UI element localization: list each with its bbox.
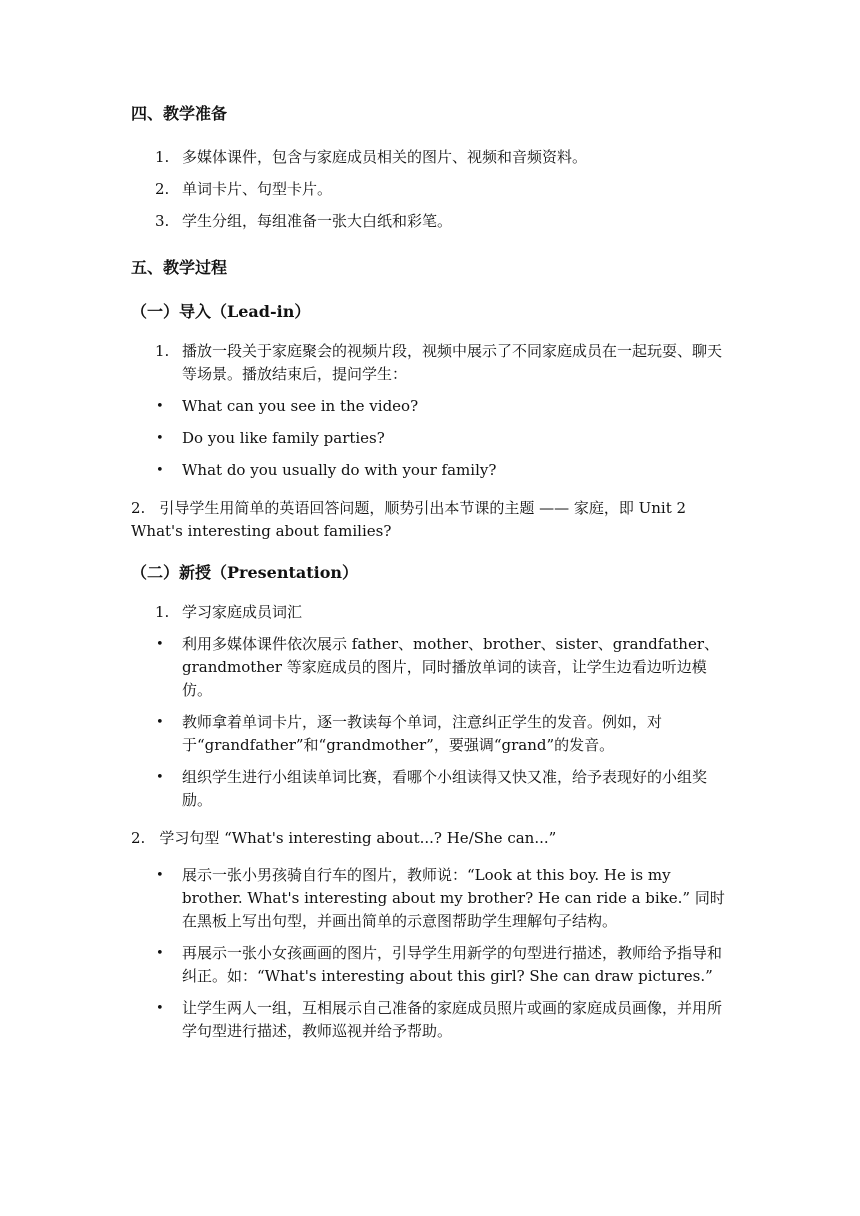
- bullet-icon: •: [156, 868, 164, 883]
- paragraph-text: 学习句型 “What's interesting about...? He/She can...”: [159, 829, 557, 847]
- bullet-icon: •: [156, 1001, 164, 1016]
- list-item-text: 多媒体课件，包含与家庭成员相关的图片、视频和音频资料。: [182, 148, 588, 166]
- bullet-item: [131, 766, 731, 812]
- bullet-text: 展示一张小男孩骑自行车的图片，教师说：“Look at this boy. He is my brother. What's interesting about my brother? He can ride a bike.” 同时在黑板上写出句型，并画出简单的示意图帮助学生理解句子结构。: [182, 866, 725, 930]
- bullet-text: What can you see in the video?: [182, 397, 419, 415]
- presentation-list: [131, 601, 731, 624]
- list-number: 1.: [155, 148, 170, 166]
- subsection-heading-presentation: （二）新授（Presentation）: [131, 563, 358, 582]
- bullet-item: [131, 942, 731, 988]
- sentence-pattern-activity-list: [131, 864, 731, 1043]
- bullet-icon: •: [156, 770, 164, 785]
- list-item-text: 单词卡片、句型卡片。: [182, 180, 333, 198]
- list-item: [131, 340, 731, 386]
- list-item-text: 播放一段关于家庭聚会的视频片段，视频中展示了不同家庭成员在一起玩耍、聊天等场景。播放结束后，提问学生：: [182, 342, 723, 383]
- bullet-icon: •: [156, 715, 164, 730]
- paragraph-number: 2.: [131, 829, 146, 847]
- preparation-list: [131, 146, 731, 233]
- list-number: 1.: [155, 342, 170, 360]
- bullet-icon: •: [156, 431, 164, 446]
- bullet-item: [131, 864, 731, 933]
- vocabulary-activity-list: [131, 633, 731, 812]
- paragraph-number: 2.: [131, 499, 146, 517]
- list-number: 3.: [155, 212, 170, 230]
- bullet-text: 组织学生进行小组读单词比赛，看哪个小组读得又快又准，给予表现好的小组奖励。: [182, 768, 708, 809]
- list-item: [131, 146, 731, 169]
- list-item-text: 学习家庭成员词汇: [182, 603, 303, 621]
- bullet-text: Do you like family parties?: [182, 429, 385, 447]
- leadin-question-list: [131, 395, 731, 482]
- presentation-step-2: [131, 827, 731, 850]
- document-content: [131, 102, 731, 1052]
- bullet-item: [131, 459, 731, 482]
- leadin-list: [131, 340, 731, 386]
- list-item: [131, 210, 731, 233]
- bullet-text: 让学生两人一组，互相展示自己准备的家庭成员照片或画的家庭成员画像，并用所学句型进行描述，教师巡视并给予帮助。: [182, 999, 723, 1040]
- list-item: [131, 178, 731, 201]
- list-number: 2.: [155, 180, 170, 198]
- list-item: [131, 601, 731, 624]
- bullet-item: [131, 633, 731, 702]
- subsection-heading-leadin: （一）导入（Lead-in）: [131, 302, 311, 321]
- list-item-text: 学生分组，每组准备一张大白纸和彩笔。: [182, 212, 453, 230]
- bullet-item: [131, 711, 731, 757]
- bullet-icon: •: [156, 637, 164, 652]
- paragraph-text: 引导学生用简单的英语回答问题，顺势引出本节课的主题 —— 家庭，即 Unit 2 What's interesting about families?: [131, 499, 687, 540]
- bullet-item: [131, 997, 731, 1043]
- bullet-icon: •: [156, 946, 164, 961]
- bullet-text: 再展示一张小女孩画画的图片，引导学生用新学的句型进行描述，教师给予指导和纠正。如：“What's interesting about this girl? She can draw pictures.”: [182, 944, 723, 985]
- list-number: 1.: [155, 603, 170, 621]
- bullet-item: [131, 427, 731, 450]
- section-heading-process: 五、教学过程: [131, 258, 228, 277]
- bullet-item: [131, 395, 731, 418]
- section-heading-preparation: 四、教学准备: [131, 104, 228, 123]
- bullet-text: 利用多媒体课件依次展示 father、mother、brother、sister、grandfather、grandmother 等家庭成员的图片，同时播放单词的读音，让学生边看边听边模仿。: [182, 635, 720, 699]
- bullet-text: What do you usually do with your family?: [182, 461, 497, 479]
- bullet-icon: •: [156, 463, 164, 478]
- bullet-text: 教师拿着单词卡片，逐一教读每个单词，注意纠正学生的发音。例如，对于“grandfather”和“grandmother”，要强调“grand”的发音。: [182, 713, 663, 754]
- leadin-step-2: [131, 497, 731, 543]
- bullet-icon: •: [156, 399, 164, 414]
